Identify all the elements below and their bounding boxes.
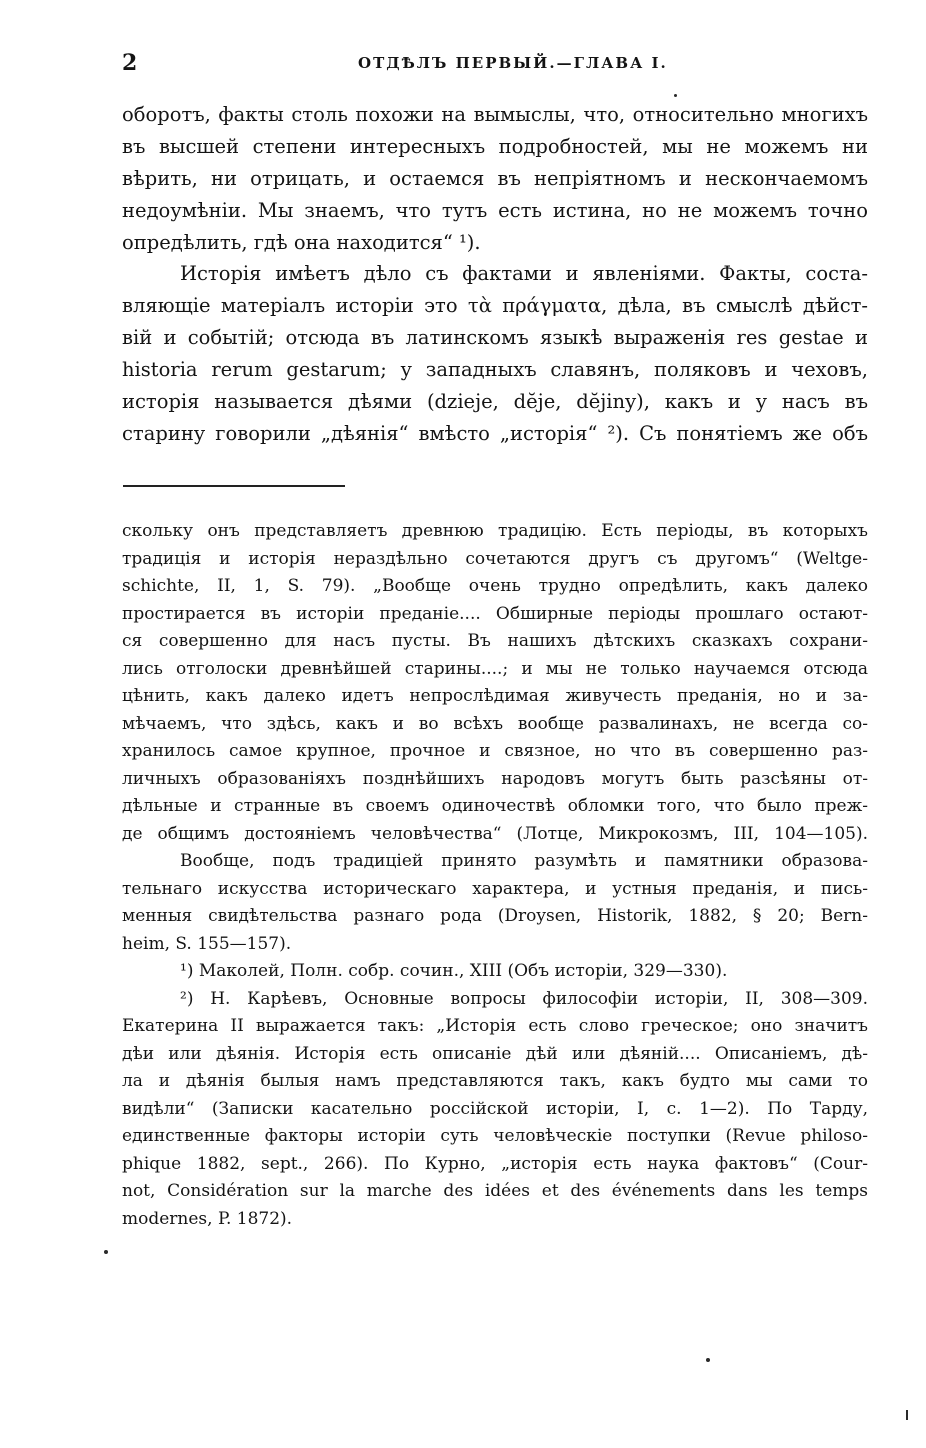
- note-line: heim, S. 155—157).: [122, 933, 292, 954]
- note-line: простирается въ исторіи преданіе.... Обширные періоды прошлаго остают-: [122, 603, 868, 624]
- note-line: хранилось самое крупное, прочное и связное, но что въ совершенно раз-: [122, 741, 868, 761]
- text-line: Исторія имѣетъ дѣло съ фактами и явленіями. Факты, соста-: [180, 262, 868, 286]
- note-line: единственные факторы исторіи суть человѣческіе поступки (Revue philoso-: [122, 1126, 868, 1146]
- page-header: [122, 50, 868, 80]
- note-line: ся совершенно для насъ пусты. Въ нашихъ дѣтскихъ сказкахъ сохрани-: [122, 631, 868, 651]
- page-number: 2: [122, 50, 138, 76]
- note-line: modernes, P. 1872).: [122, 1208, 293, 1229]
- scan-speck: [906, 1410, 908, 1420]
- text-line: вѣрить, ни отрицать, и остаемся въ непріятномъ и нескончаемомъ: [122, 166, 868, 190]
- main-text: [122, 99, 868, 450]
- note-line: phique 1882, sept., 266). По Курно, „исторія есть наука фактовъ“ (Cour-: [122, 1153, 868, 1174]
- note-line: видѣли“ (Записки касательно россійской исторіи, I, с. 1—2). По Тарду,: [122, 1098, 868, 1119]
- text-line: старину говорили „дѣянія“ вмѣсто „исторія“ ²). Съ понятіемъ же объ: [122, 421, 868, 445]
- scan-speck: [706, 1358, 710, 1362]
- footnote-1: ¹) Маколей, Полн. собр. сочин., XIII (Объ исторіи, 329—330).: [180, 961, 728, 981]
- text-line: вляющіе матеріалъ исторіи это τὰ πράγματα, дѣла, въ смыслѣ дѣйст-: [122, 294, 868, 318]
- note-line: Вообще, подъ традиціей принято разумѣть и памятники образова-: [180, 851, 868, 871]
- note-line: личныхъ образованіяхъ позднѣйшихъ народовъ могутъ быть разсѣяны от-: [122, 768, 868, 789]
- footnotes: [122, 518, 868, 1233]
- note-line: цѣнить, какъ далеко идетъ непрослѣдимая живучесть преданія, но и за-: [122, 686, 868, 706]
- text-line: опредѣлить, гдѣ она находится“ ¹).: [122, 230, 481, 254]
- note-line: not, Considération sur la marche des idées et des événements dans les temps: [122, 1181, 868, 1201]
- text-line: оборотъ, факты столь похожи на вымыслы, что, относительно многихъ: [122, 103, 868, 126]
- note-line: традиція и исторія нераздѣльно сочетаются другъ съ другомъ“ (Weltge-: [122, 548, 868, 569]
- note-line: менныя свидѣтельства разнаго рода (Droysen, Historik, 1882, § 20; Bern-: [122, 906, 868, 926]
- note-line: мѣчаемъ, что здѣсь, какъ и во всѣхъ вообще развалинахъ, не всегда со-: [122, 713, 868, 734]
- scan-speck: [104, 1250, 108, 1254]
- text-line: historia rerum gestarum; у западныхъ славянъ, поляковъ и чеховъ,: [122, 358, 868, 382]
- note-line: тельнаго искусства историческаго характера, и устныя преданія, и пись-: [122, 878, 868, 899]
- footnote-2: ²) Н. Карѣевъ, Основные вопросы философіи исторіи, II, 308—309.: [180, 988, 868, 1009]
- text-line: исторія называется дѣями (dzieje, dĕje, dĕjiny), какъ и у насъ въ: [122, 390, 868, 414]
- text-line: вій и событій; отсюда въ латинскомъ языкѣ выраженія res gestae и: [122, 326, 868, 350]
- note-line: дѣи или дѣянія. Исторія есть описаніе дѣй или дѣяній.... Описаніемъ, дѣ-: [122, 1043, 868, 1064]
- note-line: скольку онъ представляетъ древнюю традицію. Есть періоды, въ которыхъ: [122, 521, 868, 541]
- scan-speck: [674, 94, 677, 97]
- note-line: лись отголоски древнѣйшей старины....; и мы не только научаемся отсюда: [122, 658, 868, 679]
- note-line: дѣльные и странные въ своемъ одиночествѣ обломки того, что было преж-: [122, 796, 868, 816]
- note-line: Екатерина II выражается такъ: „Исторія есть слово греческое; оно значитъ: [122, 1016, 868, 1036]
- text-line: въ высшей степени интересныхъ подробностей, мы не можемъ ни: [122, 134, 868, 158]
- note-line: де общимъ достояніемъ человѣчества“ (Лотце, Микрокозмъ, III, 104—105).: [122, 823, 868, 844]
- footnote-rule: [123, 485, 345, 487]
- running-head: ОТДѢЛЪ ПЕРВЫЙ.—ГЛАВА I.: [358, 54, 668, 72]
- text-line: недоумѣніи. Мы знаемъ, что тутъ есть истина, но не можемъ точно: [122, 198, 868, 222]
- note-line: schichte, II, 1, S. 79). „Вообще очень трудно опредѣлить, какъ далеко: [122, 576, 868, 596]
- note-line: ла и дѣянія былыя намъ представляются такъ, какъ будто мы сами то: [122, 1071, 868, 1091]
